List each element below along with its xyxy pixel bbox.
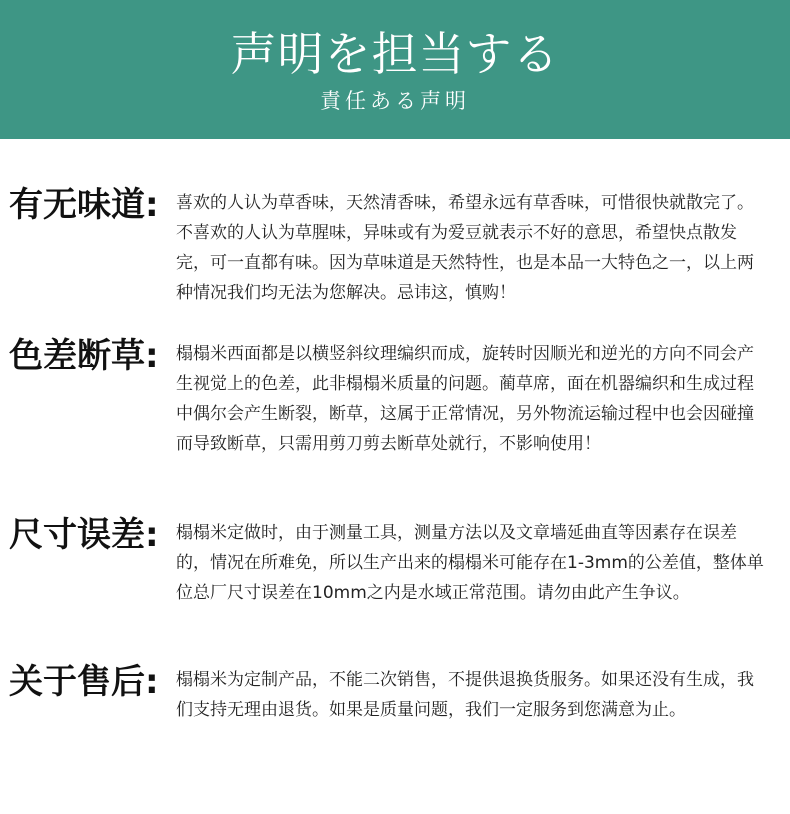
section-label: 色差断草: (9, 336, 159, 376)
page-subtitle: 責任ある声明 (320, 89, 470, 113)
section-label: 尺寸误差: (9, 515, 159, 555)
header-banner (0, 0, 790, 139)
section-text: 榻榻米定做时，由于测量工具，测量方法以及文章墙延曲直等因素存在误差的，情况在所难免，所以生产出来的榻榻米可能存在1-3mm的公差值，整体单位总厂尺寸误差在10mm之内是水域正常范围。请勿由此产生争议。 (176, 523, 764, 603)
page-title: 声明を担当する (230, 27, 560, 81)
section-text: 榻榻米西面都是以横竖斜纹理编织而成，旋转时因顺光和逆光的方向不同会产生视觉上的色差，此非榻榻米质量的问题。蔺草席，面在机器编织和生成过程中偶尔会产生断裂，断草，这属于正常情况，另外物流运输过程中也会因碰撞而导致断草，只需用剪刀剪去断草处就行，不影响使用！ (176, 344, 754, 454)
section-text: 喜欢的人认为草香味，天然清香味，希望永远有草香味，可惜很快就散完了。不喜欢的人认为草腥味，异味或有为爱豆就表示不好的意思，希望快点散发完，可一直都有味。因为草味道是天然特性，也是本品一大特色之一，以上两种情况我们均无法为您解决。忌讳这，慎购！ (176, 193, 754, 303)
section-label: 关于售后: (9, 662, 159, 702)
section-text: 榻榻米为定制产品，不能二次销售，不提供退换货服务。如果还没有生成，我们支持无理由退货。如果是质量问题，我们一定服务到您满意为止。 (176, 670, 754, 720)
section-label: 有无味道: (9, 185, 159, 225)
